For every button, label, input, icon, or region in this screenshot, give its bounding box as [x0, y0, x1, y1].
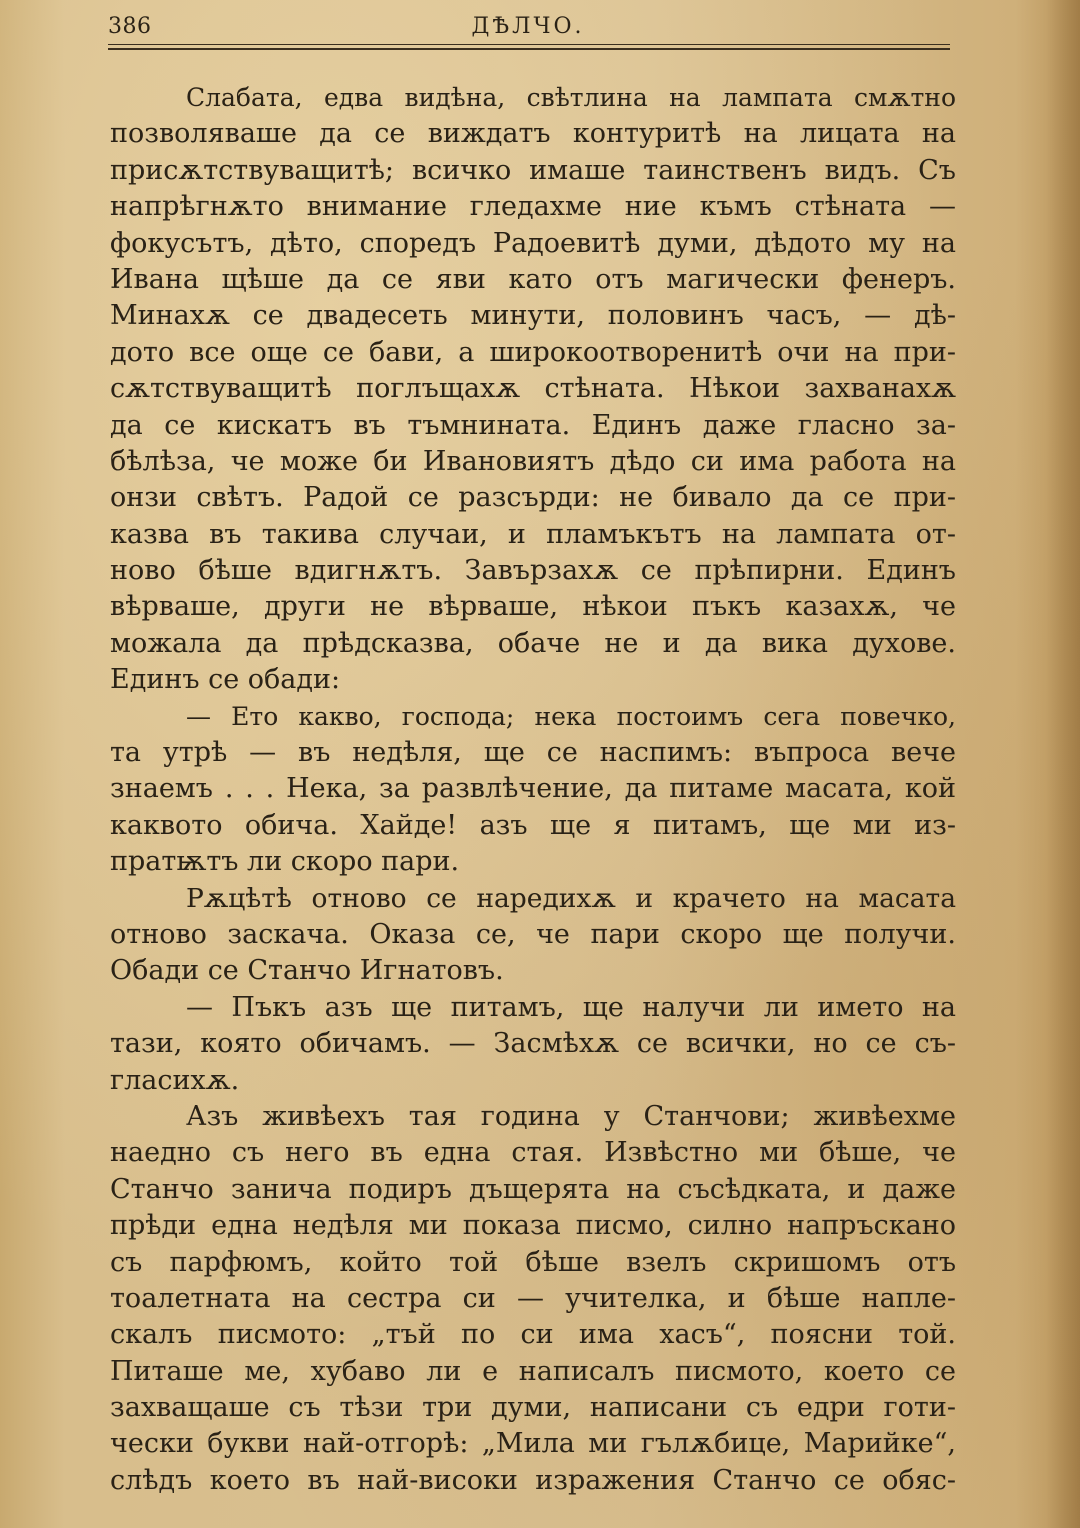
text-line: напрѣгнѫто внимание гледахме ние къмъ стѣната — — [110, 191, 956, 223]
text-line: можала да прѣдсказва, обаче не и да вика духове. — [110, 627, 956, 659]
text-line: вѣрваше, други не вѣрваше, нѣкои пъкъ казахѫ, че — [110, 591, 956, 623]
text-line: знаемъ . . . Нека, за развлѣчение, да питаме масата, кой — [110, 773, 956, 805]
text-line: пратѭтъ ли скоро пари. — [110, 846, 460, 878]
running-title: ДѢЛЧО. — [471, 14, 585, 39]
text-line: присѫтствуващитѣ; всичко имаше таинственъ видъ. Съ — [110, 154, 956, 186]
page-number: 386 — [108, 14, 152, 39]
text-line: казва въ такива случаи, и пламъкътъ на лампата от- — [110, 518, 956, 550]
header-rule-thin — [108, 44, 950, 45]
text-line: наедно съ него въ една стая. Извѣстно ми бѣше, че — [110, 1137, 956, 1169]
text-line: Единъ се обади: — [110, 664, 341, 696]
text-line: онзи свѣтъ. Радой се разсърди: не бивало да се при- — [110, 482, 956, 514]
text-line: захващаше съ тѣзи три думи, написани съ едри готи- — [110, 1392, 956, 1424]
text-line: каквото обича. Хайде! азъ ще я питамъ, ще ми из- — [110, 809, 956, 841]
text-line: тоалетната на сестра си — учителка, и бѣше напле- — [110, 1282, 956, 1314]
text-line: — Ето какво, господа; нека постоимъ сега повечко, — [186, 701, 956, 731]
page-header — [108, 8, 948, 42]
text-line: Слабата, едва видѣна, свѣтлина на лампата смѫтно — [186, 83, 956, 112]
text-line: сѫтствуващитѣ поглъщахѫ стѣната. Нѣкои захванахѫ — [110, 373, 956, 405]
text-line: слѣдъ което въ най-високи изражения Станчо се обяс- — [110, 1464, 956, 1496]
text-line: чески букви най-отгорѣ: „Мила ми гълѫбице, Марийке“, — [110, 1428, 956, 1460]
text-line: бѣлѣза, че може би Ивановиятъ дѣдо си има работа на — [110, 445, 956, 477]
text-line: — Пъкъ азъ ще питамъ, ще налучи ли името на — [186, 991, 956, 1023]
text-line: гласихѫ. — [110, 1064, 240, 1096]
text-line: Станчо занича подиръ дъщерята на съсѣдката, и даже — [110, 1173, 956, 1205]
text-line: Азъ живѣехъ тая година у Станчови; живѣехме — [186, 1100, 956, 1132]
text-line: дото все още се бави, а широкоотворенитѣ очи на при- — [110, 336, 956, 368]
body-text — [110, 80, 956, 1499]
text-line: тази, която обичамъ. — Засмѣхѫ се всички, но се съ- — [110, 1028, 956, 1060]
text-line: Рѫцѣтѣ отново се наредихѫ и крачето на масата — [186, 882, 956, 914]
text-line: съ парфюмъ, който той бѣше взелъ скришомъ отъ — [110, 1246, 956, 1278]
text-line: Ивана щѣше да се яви като отъ магически фенеръ. — [110, 263, 956, 295]
header-rule-thick — [108, 48, 950, 50]
text-line: Минахѫ се двадесеть минути, половинъ часъ, — дѣ- — [110, 300, 956, 332]
text-line: отново заскача. Оказа се, че пари скоро ще получи. — [110, 918, 956, 950]
text-line: Питаше ме, хубаво ли е написалъ писмото, което се — [110, 1355, 956, 1387]
text-line: скалъ писмото: „тъй по си има хасъ“, поясни той. — [110, 1319, 956, 1351]
page-spine-shadow — [1046, 0, 1080, 1528]
text-line: прѣди една недѣля ми показа писмо, силно напръскано — [110, 1210, 956, 1242]
text-line: фокусътъ, дѣто, споредъ Радоевитѣ думи, дѣдото му на — [110, 227, 956, 259]
text-line: ново бѣше вдигнѫтъ. Завързахѫ се прѣпирни. Единъ — [110, 555, 956, 587]
text-line: Обади се Станчо Игнатовъ. — [110, 955, 504, 987]
text-line: позволяваше да се виждатъ контуритѣ на лицата на — [110, 118, 956, 150]
text-line: та утрѣ — въ недѣля, ще се наспимъ: въпроса вече — [110, 737, 956, 769]
text-line: да се кискатъ въ тъмнината. Единъ даже гласно за- — [110, 409, 956, 441]
